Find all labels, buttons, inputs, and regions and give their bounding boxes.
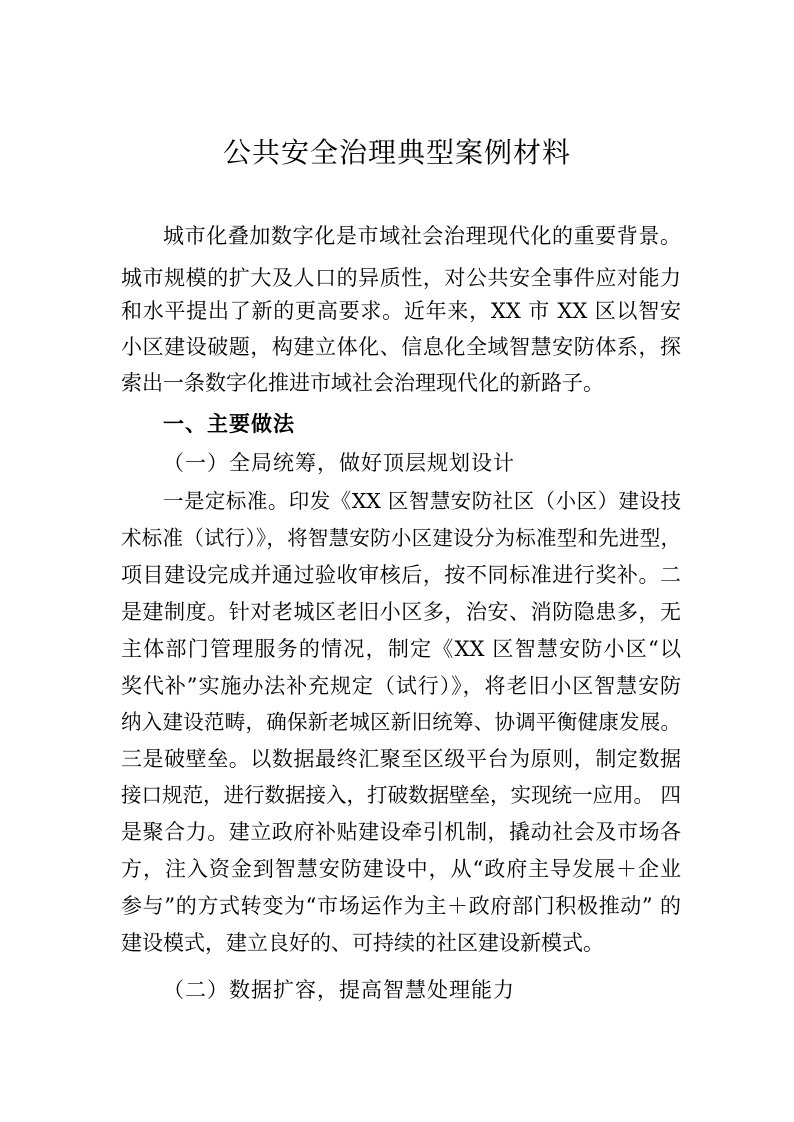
- subsection1-line-7: 纳入建设范畴，确保新老城区新旧统筹、协调平衡健康发展。: [121, 710, 681, 734]
- subsection1-line-10: 是聚合力。建立政府补贴建设牵引机制，撬动社会及市场各: [121, 820, 681, 844]
- subsection1-line-6: 奖代补”实施办法补充规定（试行）》，将老旧小区智慧安防: [121, 674, 681, 698]
- subsection1-line-3: 项目建设完成并通过验收审核后，按不同标准进行奖补。二: [121, 563, 681, 587]
- subsection1-line-9: 接口规范，进行数据接入，打破数据壁垒，实现统一应用。 四: [121, 783, 682, 807]
- subsection-heading-2: （二）数据扩容，提高智慧处理能力: [163, 978, 515, 1002]
- document-title: 公共安全治理典型案例材料: [222, 136, 571, 169]
- intro-line-5: 索出一条数字化推进市域社会治理现代化的新路子。: [121, 371, 604, 395]
- subsection1-line-4: 是建制度。针对老城区老旧小区多，治安、消防隐患多，无: [121, 600, 681, 624]
- subsection1-line-13: 建设模式，建立良好的、可持续的社区建设新模式。: [121, 931, 604, 955]
- subsection1-line-5: 主体部门管理服务的情况，制定《XX 区智慧安防小区“以: [121, 637, 681, 661]
- intro-line-2: 城市规模的扩大及人口的异质性，对公共安全事件应对能力: [121, 266, 681, 290]
- subsection1-line-2: 术标准（试行）》，将智慧安防小区建设分为标准型和先进型，: [121, 526, 681, 550]
- subsection1-line-1: 一是定标准。印发《XX 区智慧安防社区（小区）建设技: [163, 489, 681, 513]
- subsection1-line-8: 三是破壁垒。以数据最终汇聚至区级平台为原则，制定数据: [121, 747, 681, 771]
- intro-line-4: 小区建设破题，构建立体化、信息化全域智慧安防体系，探: [121, 335, 681, 359]
- intro-line-1: 城市化叠加数字化是市域社会治理现代化的重要背景。: [163, 224, 681, 248]
- subsection1-line-12: 参与”的方式转变为“市场运作为主＋政府部门积极推动” 的: [121, 894, 681, 918]
- subsection-heading-1: （一）全局统筹，做好顶层规划设计: [163, 451, 515, 475]
- intro-line-3: 和水平提出了新的更高要求。近年来，XX 市 XX 区以智安: [121, 299, 681, 323]
- section-heading-main-practices: 一、主要做法: [163, 412, 295, 436]
- subsection1-line-11: 方，注入资金到智慧安防建设中，从“政府主导发展＋企业: [121, 857, 681, 881]
